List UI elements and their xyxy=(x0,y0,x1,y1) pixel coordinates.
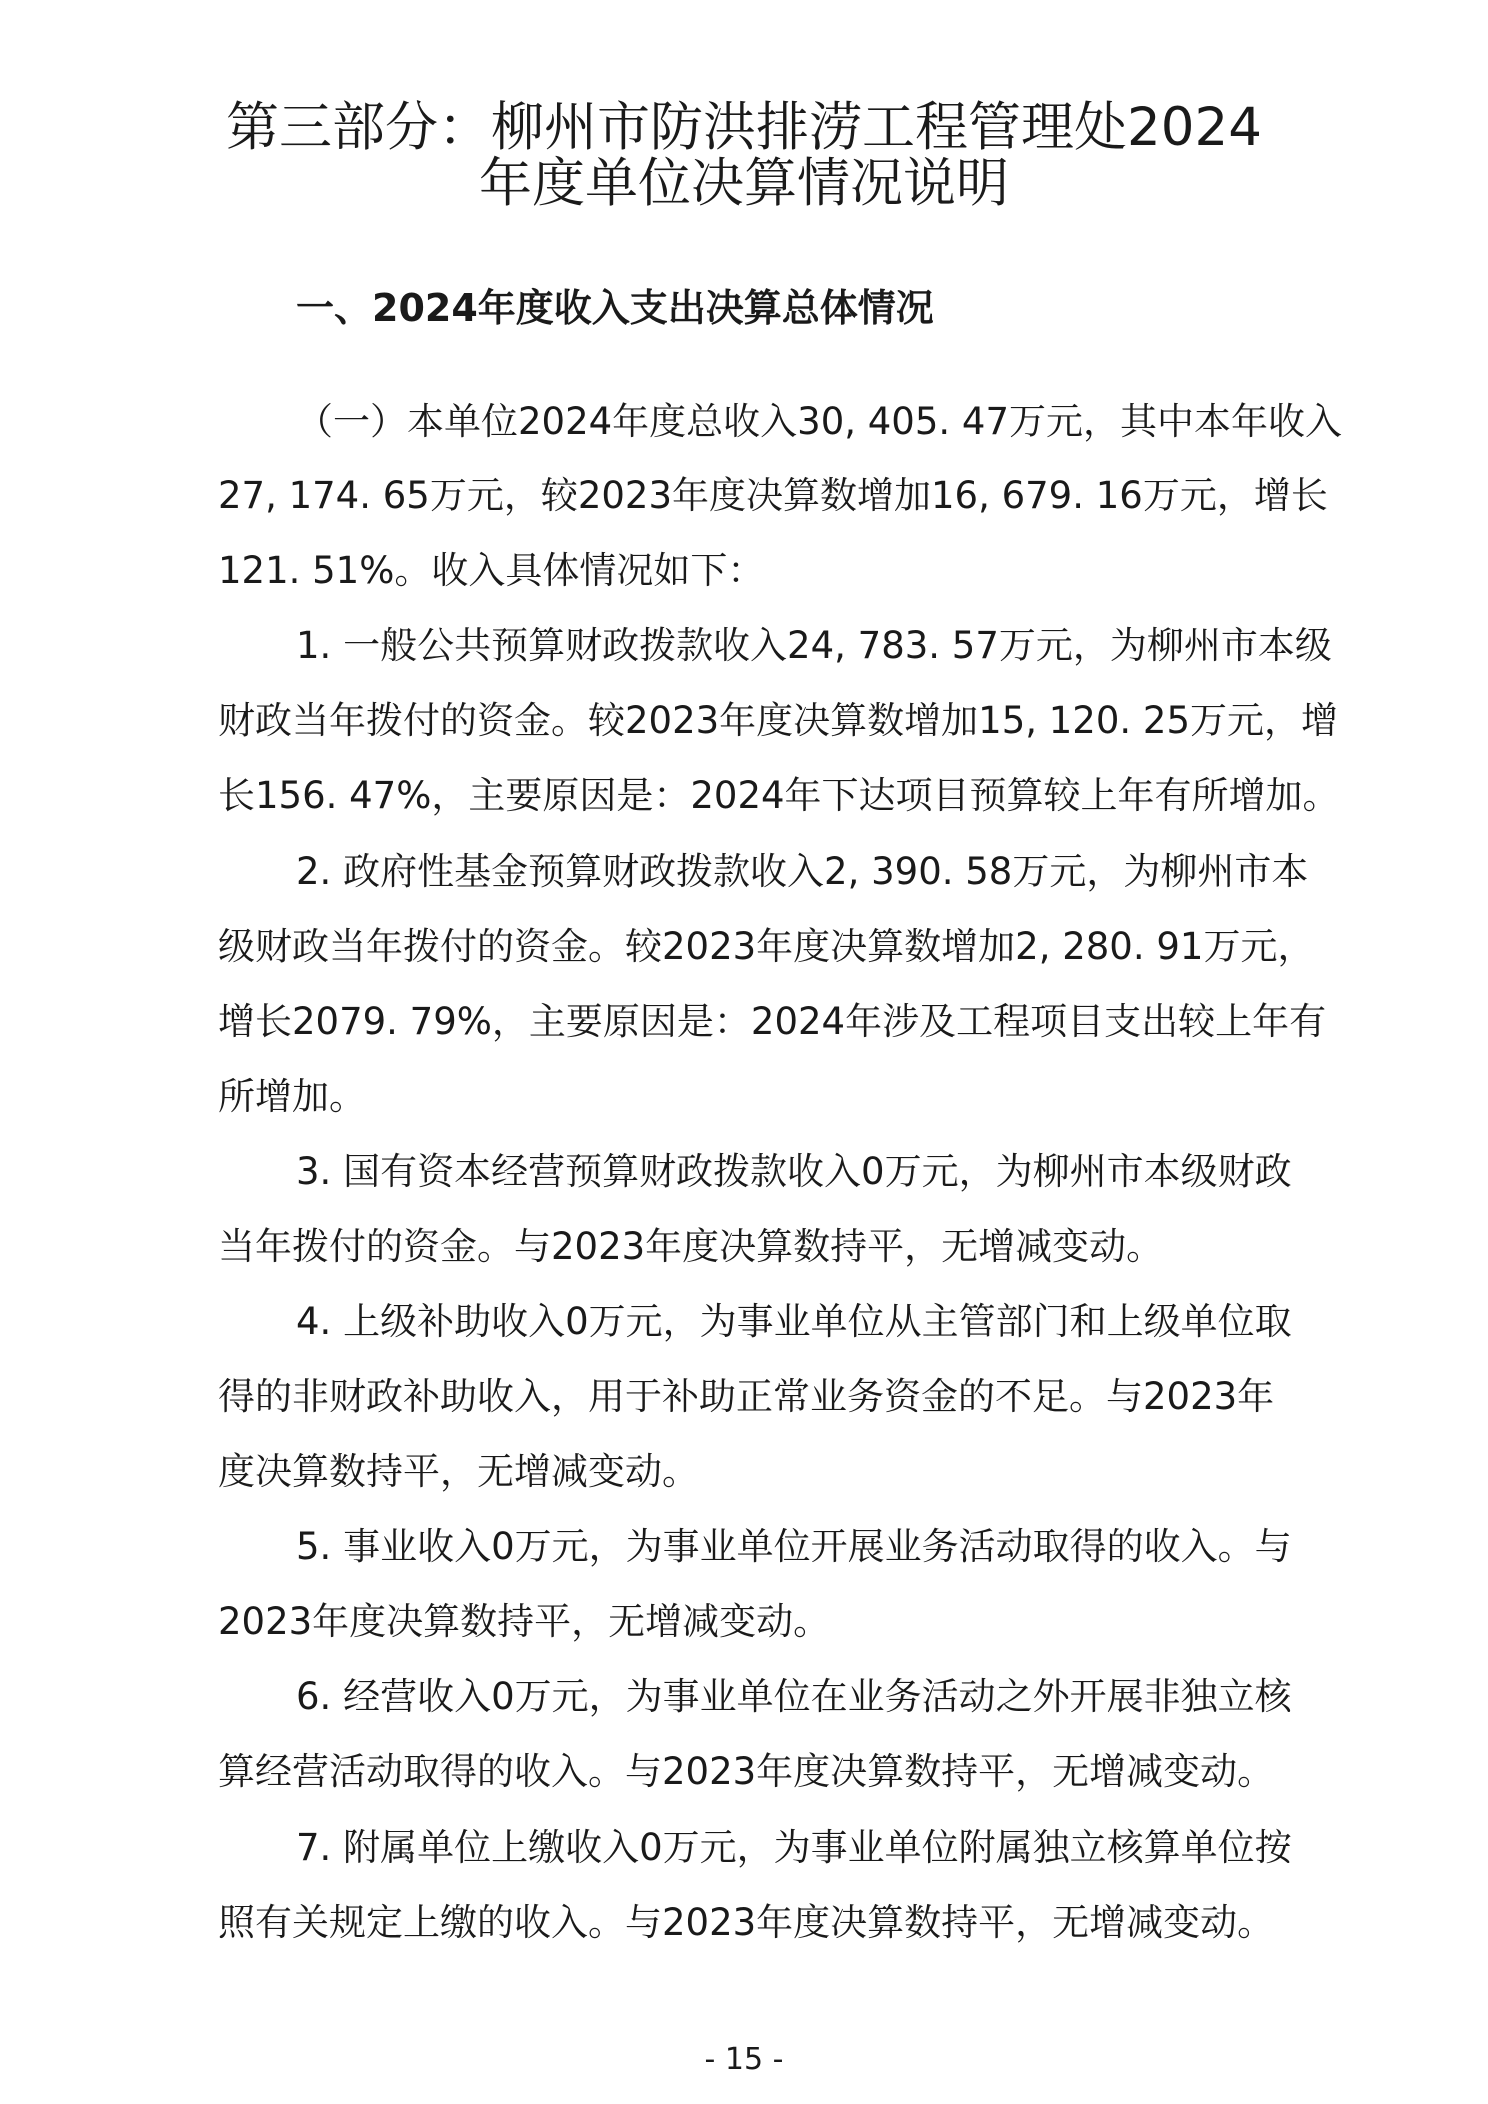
text-line: 得的非财政补助收入，用于补助正常业务资金的不足。与2023年 xyxy=(218,1375,1275,1418)
text-line: 度决算数持平，无增减变动。 xyxy=(218,1450,699,1493)
text-line: 算经营活动取得的收入。与2023年度决算数持平，无增减变动。 xyxy=(218,1750,1275,1793)
text-line: 级财政当年拨付的资金。较2023年度决算数增加2, 280. 91万元， xyxy=(218,925,1315,968)
text-line: 2023年度决算数持平，无增减变动。 xyxy=(218,1600,831,1643)
text-line: 增长2079. 79%，主要原因是：2024年涉及工程项目支出较上年有 xyxy=(218,1000,1327,1043)
text-line: 长156. 47%，主要原因是：2024年下达项目预算较上年有所增加。 xyxy=(218,774,1340,817)
text-line: 照有关规定上缴的收入。与2023年度决算数持平，无增减变动。 xyxy=(218,1901,1275,1944)
text-line: 财政当年拨付的资金。较2023年度决算数增加15, 120. 25万元，增 xyxy=(218,699,1338,742)
text-line: 27, 174. 65万元，较2023年度决算数增加16, 679. 16万元，增长 xyxy=(218,474,1328,517)
page-title-line-2: 年度单位决算情况说明 xyxy=(479,153,1009,214)
text-line: 当年拨付的资金。与2023年度决算数持平，无增减变动。 xyxy=(218,1225,1164,1268)
text-line: 2. 政府性基金预算财政拨款收入2, 390. 58万元，为柳州市本 xyxy=(296,850,1309,893)
text-line: 6. 经营收入0万元，为事业单位在业务活动之外开展非独立核 xyxy=(296,1675,1292,1718)
text-line: 3. 国有资本经营预算财政拨款收入0万元，为柳州市本级财政 xyxy=(296,1150,1292,1193)
text-line: 121. 51%。收入具体情况如下： xyxy=(218,549,765,592)
text-line: （一）本单位2024年度总收入30, 405. 47万元，其中本年收入 xyxy=(296,400,1342,443)
text-line: 1. 一般公共预算财政拨款收入24, 783. 57万元，为柳州市本级 xyxy=(296,624,1332,667)
section-heading: 一、2024年度收入支出决算总体情况 xyxy=(296,286,934,330)
text-line: 7. 附属单位上缴收入0万元，为事业单位附属独立核算单位按 xyxy=(296,1826,1292,1869)
page-title xyxy=(150,97,1338,214)
page-title-line-1: 第三部分：柳州市防洪排涝工程管理处2024 xyxy=(226,97,1262,158)
text-line: 4. 上级补助收入0万元，为事业单位从主管部门和上级单位取 xyxy=(296,1300,1292,1343)
text-line: 所增加。 xyxy=(218,1075,366,1118)
page-number: - 15 - xyxy=(704,2042,784,2077)
text-line: 5. 事业收入0万元，为事业单位开展业务活动取得的收入。与 xyxy=(296,1525,1292,1568)
